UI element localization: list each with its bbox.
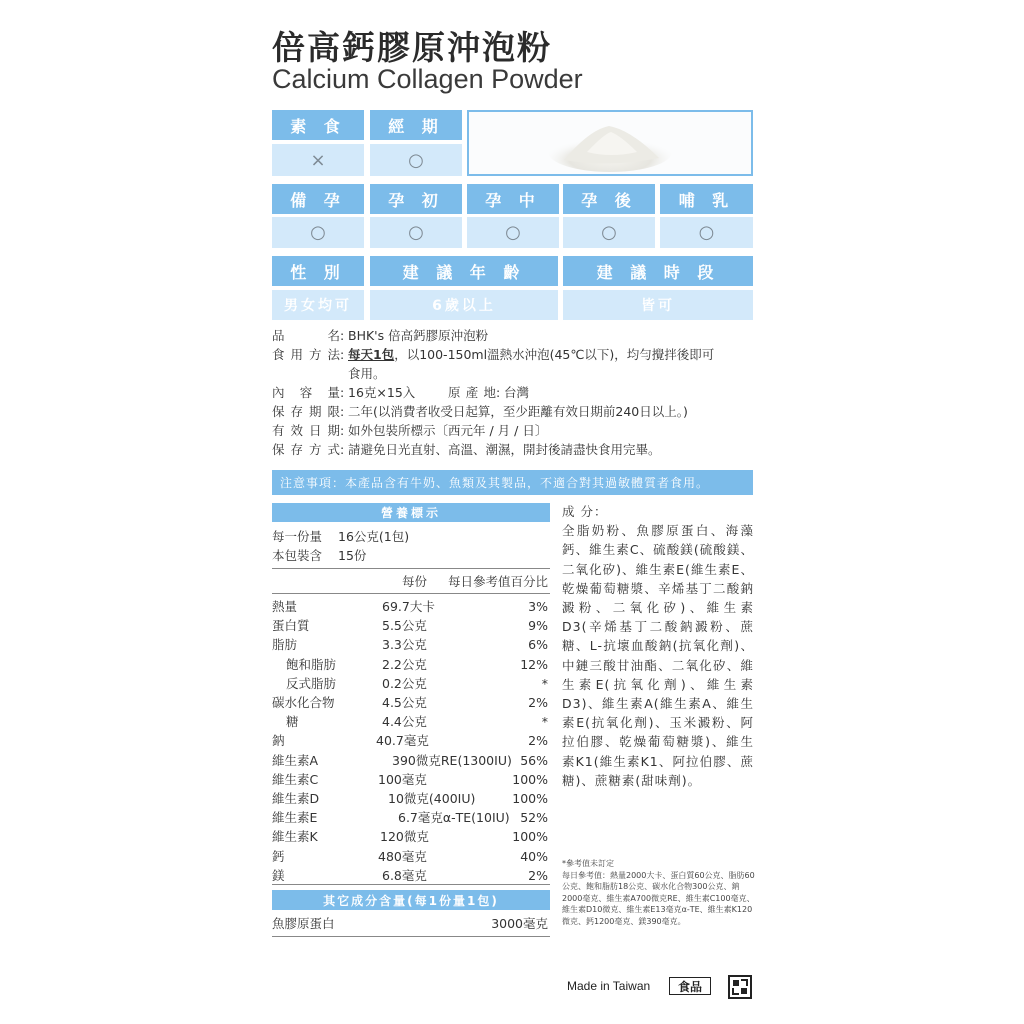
nutrient-amount: 10微克(400IU) <box>388 791 476 806</box>
late-pregnancy-header: 孕 後 <box>563 184 655 214</box>
gender-value: 男女均可 <box>272 290 364 320</box>
nutrient-name: 維生素C <box>272 771 319 787</box>
product-info <box>272 326 756 459</box>
serving-row: 每一份量 16公克(1包) <box>272 529 410 544</box>
note-text: 每日參考值：熱量2000大卡、蛋白質60公克、脂肪60公克、飽和脂肪18公克、碳水化合物300公克、鈉2000毫克、維生素A700微克RE、維生素C100毫克、維生素D10微克、維生素E13毫克α-TE、維生素K120微克、鈣1200毫克、鎂390毫克。 <box>562 870 755 926</box>
nutrient-daily-percent: 3% <box>528 599 548 614</box>
certification-mark-icon <box>728 975 752 999</box>
powder-image <box>467 110 753 176</box>
nutrient-amount: 2.2公克 <box>382 656 427 672</box>
time-header: 建 議 時 段 <box>563 256 753 286</box>
gender-header: 性 別 <box>272 256 364 286</box>
ingredients-label: 成 分： <box>562 504 608 519</box>
nutrient-daily-percent: 100% <box>512 771 548 787</box>
nutrition-row <box>272 674 550 693</box>
info-usage-row2: 食用。 <box>348 366 386 381</box>
divider <box>272 936 550 937</box>
note-title: *參考值未訂定 <box>562 859 614 868</box>
other-ingredients-title: 其它成分含量(每1份量1包) <box>272 890 550 910</box>
divider <box>272 884 550 885</box>
nutrient-amount: 40.7毫克 <box>376 733 429 749</box>
nutrition-row <box>272 770 550 789</box>
nutrition-row <box>272 731 550 750</box>
divider <box>272 568 550 569</box>
mid-pregnancy-value: ○ <box>467 217 559 248</box>
nutrient-daily-percent: 2% <box>528 733 548 749</box>
nutrient-name: 維生素D <box>272 791 320 806</box>
nutrient-name: 脂肪 <box>272 637 298 653</box>
nutrient-amount: 69.7大卡 <box>382 599 435 614</box>
breastfeeding-header: 哺 乳 <box>660 184 753 214</box>
ingredients-text <box>562 502 754 790</box>
nutrition-row <box>272 655 550 674</box>
nutrition-title: 營養標示 <box>272 503 550 522</box>
nutrient-name: 鎂 <box>272 867 285 883</box>
vegetarian-header: 素 食 <box>272 110 364 140</box>
nutrition-row <box>272 789 550 808</box>
preconception-header: 備 孕 <box>272 184 364 214</box>
nutrient-amount: 6.7毫克α-TE(10IU) <box>398 810 510 826</box>
info-content-row: 內容量: 16克×15入 原產地: 台灣 <box>272 385 530 400</box>
age-header: 建 議 年 齡 <box>370 256 558 286</box>
nutrition-row <box>272 712 550 731</box>
nutrient-daily-percent: 52% <box>520 810 548 826</box>
nutrient-amount: 5.5公克 <box>382 618 427 634</box>
nutrient-daily-percent: 100% <box>512 791 548 806</box>
nutrient-amount: 6.8毫克 <box>382 867 427 883</box>
preconception-value: ○ <box>272 217 364 248</box>
ingredients-list: 全脂奶粉、魚膠原蛋白、海藻鈣、維生素C、硫酸鎂(硫酸鎂、二氧化矽)、維生素E(維生素E、乾燥葡萄糖漿、辛烯基丁二酸鈉澱粉、二氧化矽)、維生素D3(辛烯基丁二酸鈉澱粉、蔗糖、L-抗壞血酸鈉(抗氧化劑)、中鏈三酸甘油酯、二氧化矽、維生素E(抗氧化劑)、維生素D3)、維生素A(維生素A、維生素E(抗氧化劑)、玉米澱粉、阿拉伯膠、乾燥葡萄糖漿)、維生素K1(維生素K1、阿拉伯膠、蔗糖)、蔗糖素(甜味劑)。 <box>562 523 754 788</box>
food-badge: 食品 <box>669 977 711 995</box>
made-in-label: Made in Taiwan <box>567 979 651 993</box>
count-row: 本包裝含 15份 <box>272 548 367 563</box>
other-ingredient-row: 魚膠原蛋白 3000毫克 <box>272 916 548 931</box>
vegetarian-value: × <box>272 144 364 176</box>
nutrient-amount: 480毫克 <box>378 848 427 864</box>
period-value: ○ <box>370 144 462 176</box>
product-title-zh: 倍高鈣膠原沖泡粉 <box>272 28 552 67</box>
nutrient-daily-percent: 56% <box>520 752 548 768</box>
early-pregnancy-value: ○ <box>370 217 462 248</box>
nutrition-col-headers: 每份 每日參考值百分比 <box>402 574 548 589</box>
nutrition-row <box>272 827 550 846</box>
early-pregnancy-header: 孕 初 <box>370 184 462 214</box>
nutrient-amount: 120微克 <box>380 829 429 845</box>
reference-note <box>562 858 756 927</box>
nutrient-name: 維生素E <box>272 810 318 826</box>
powder-pile-icon <box>469 112 751 174</box>
nutrient-daily-percent: 9% <box>528 618 548 634</box>
nutrient-daily-percent: 2% <box>528 867 548 883</box>
nutrition-row <box>272 808 550 827</box>
nutrient-name: 鈉 <box>272 733 285 749</box>
nutrient-amount: 100毫克 <box>378 771 427 787</box>
nutrient-name: 鈣 <box>272 848 285 864</box>
nutrient-name: 飽和脂肪 <box>286 656 337 672</box>
late-pregnancy-value: ○ <box>563 217 655 248</box>
nutrient-daily-percent: 40% <box>520 848 548 864</box>
nutrient-daily-percent: * <box>541 675 548 691</box>
nutrient-daily-percent: * <box>541 714 548 730</box>
info-name-row: 品名: BHK's 倍高鈣膠原沖泡粉 <box>272 328 489 343</box>
nutrient-name: 反式脂肪 <box>286 675 337 691</box>
nutrient-amount: 4.4公克 <box>382 714 427 730</box>
info-usage-row: 食用方法: 每天1包，以100-150ml溫熱水沖泡(45℃以下)，均勻攪拌後即可 <box>272 347 715 362</box>
nutrient-name: 糖 <box>286 714 299 730</box>
nutrient-amount: 4.5公克 <box>382 695 427 710</box>
age-value: 6歲以上 <box>370 290 558 320</box>
time-value: 皆可 <box>563 290 753 320</box>
nutrient-daily-percent: 2% <box>528 695 548 710</box>
nutrient-name: 蛋白質 <box>272 618 310 634</box>
nutrition-row <box>272 616 550 635</box>
nutrient-name: 維生素A <box>272 752 319 768</box>
mid-pregnancy-header: 孕 中 <box>467 184 559 214</box>
nutrition-row <box>272 751 550 770</box>
nutrition-row <box>272 635 550 654</box>
nutrition-row <box>272 866 550 885</box>
nutrition-row <box>272 597 550 616</box>
nutrition-row <box>272 847 550 866</box>
nutrient-amount: 3.3公克 <box>382 637 427 653</box>
allergy-warning: 注意事項：本產品含有牛奶、魚類及其製品，不適合對其過敏體質者食用。 <box>272 470 753 495</box>
divider <box>272 593 550 594</box>
breastfeeding-value: ○ <box>660 217 753 248</box>
nutrient-name: 熱量 <box>272 599 298 614</box>
nutrient-daily-percent: 100% <box>512 829 548 845</box>
info-expiry-row: 有效日期: 如外包裝所標示〔西元年 / 月 / 日〕 <box>272 423 548 438</box>
nutrition-row <box>272 693 550 712</box>
nutrient-amount: 0.2公克 <box>382 675 427 691</box>
nutrient-daily-percent: 12% <box>520 656 548 672</box>
product-title-en: Calcium Collagen Powder <box>272 64 583 94</box>
nutrient-name: 維生素K <box>272 829 318 845</box>
nutrient-amount: 390微克RE(1300IU) <box>392 752 512 768</box>
nutrient-daily-percent: 6% <box>528 637 548 653</box>
nutrient-name: 碳水化合物 <box>272 695 335 710</box>
info-shelf-row: 保存期限: 二年(以消費者收受日起算，至少距離有效日期前240日以上。) <box>272 404 688 419</box>
period-header: 經 期 <box>370 110 462 140</box>
info-storage-row: 保存方式: 請避免日光直射、高溫、潮濕，開封後請盡快食用完畢。 <box>272 442 661 457</box>
